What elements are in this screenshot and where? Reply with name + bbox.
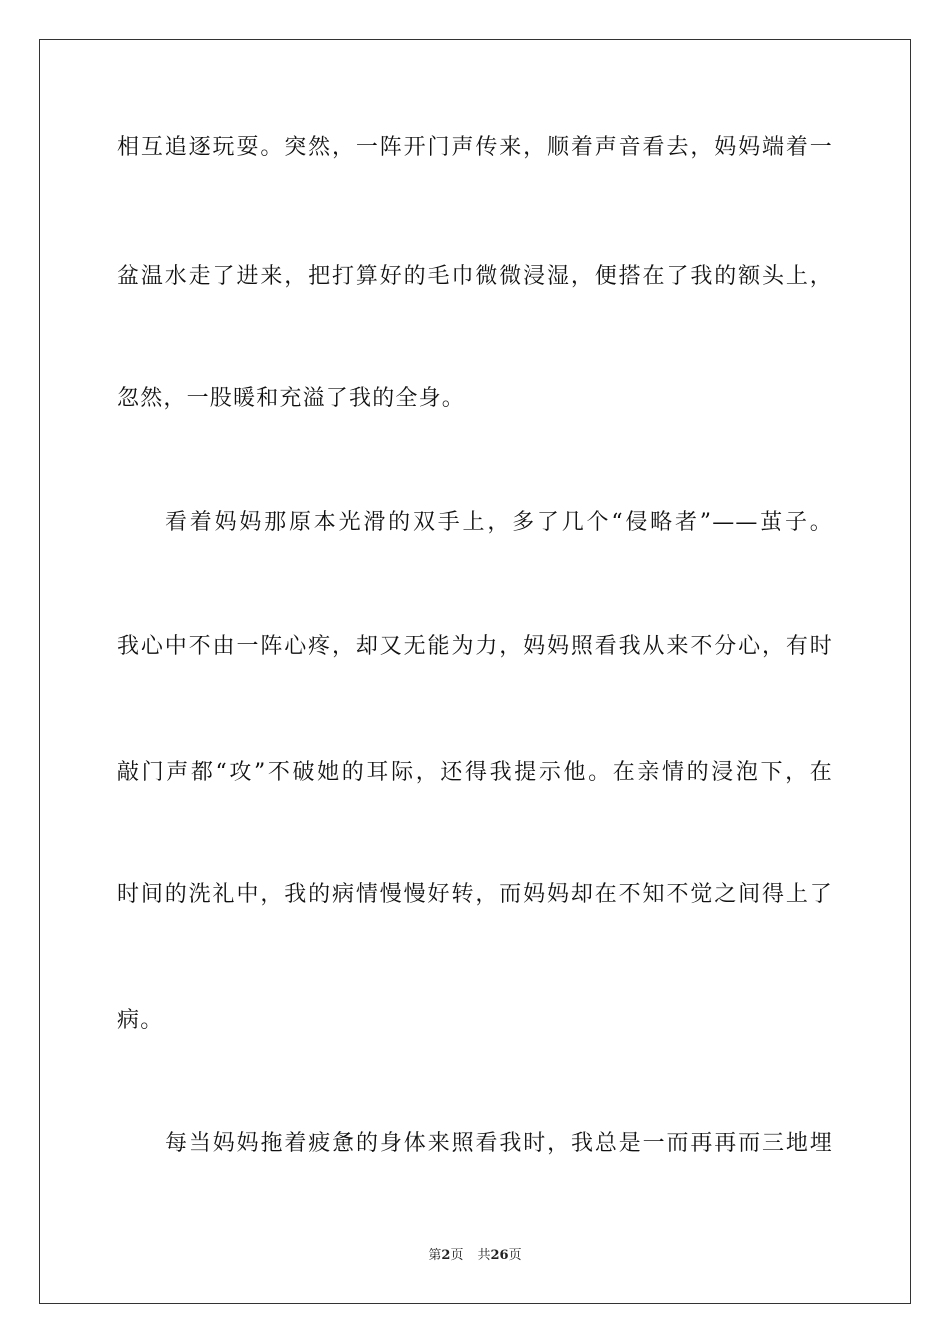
body-line-9: 每当妈妈拖着疲惫的身体来照看我时，我总是一而再再而三地埋 (165, 1131, 833, 1156)
page-border (39, 39, 911, 1304)
body-line-4: 看着妈妈那原本光滑的双手上，多了几个“侵略者”——茧子。 (165, 510, 833, 535)
total-prefix: 共 (477, 1248, 491, 1263)
total-suffix: 页 (508, 1248, 522, 1263)
body-line-7: 时间的洗礼中，我的病情慢慢好转，而妈妈却在不知不觉之间得上了 (117, 882, 833, 907)
body-line-1: 相互追逐玩耍。突然，一阵开门声传来，顺着声音看去，妈妈端着一 (117, 135, 833, 160)
page-footer (0, 1247, 950, 1265)
body-line-8: 病。 (117, 1008, 164, 1033)
body-line-6: 敲门声都“攻”不破她的耳际，还得我提示他。在亲情的浸泡下，在 (117, 760, 833, 785)
page-number: 2 (441, 1248, 451, 1263)
body-line-3: 忽然，一股暖和充溢了我的全身。 (117, 386, 466, 411)
body-line-2: 盆温水走了进来，把打算好的毛巾微微浸湿，便搭在了我的额头上， (117, 264, 833, 289)
page-prefix: 第 (428, 1248, 442, 1263)
page-suffix: 页 (450, 1248, 464, 1263)
body-line-5: 我心中不由一阵心疼，却又无能为力，妈妈照看我从来不分心，有时 (117, 634, 833, 659)
total-pages: 26 (490, 1248, 509, 1263)
